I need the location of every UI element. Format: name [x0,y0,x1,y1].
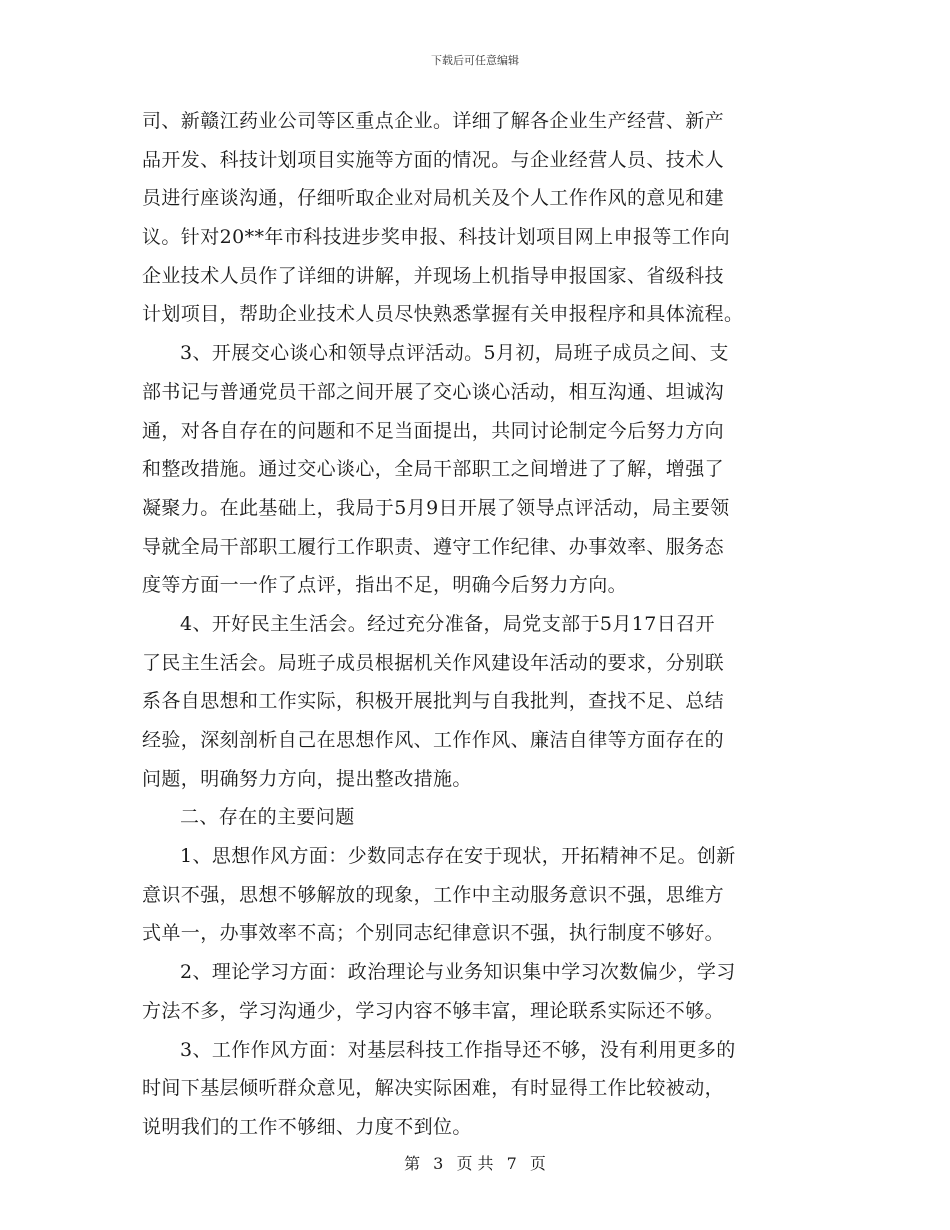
paragraph-line: 经验，深刻剖析自己在思想作风、工作作风、廉洁自律等方面存在的 [142,729,725,751]
paragraph-first-line: 3、工作作风方面：对基层科技工作指导还不够，没有利用更多的 [180,1038,736,1061]
section-heading: 二、存在的主要问题 [180,806,355,829]
page-footer [0,1154,950,1174]
current-page-number: 3 [433,1154,444,1173]
paragraph-line: 问题，明确努力方向，提出整改措施。 [142,767,472,790]
paragraph-first-line: 4、开好民主生活会。经过充分准备，局党支部于5月17日召开 [180,612,715,635]
paragraph-line: 了民主生活会。局班子成员根据机关作风建设年活动的要求，分别联 [142,651,725,674]
page-header: 下载后可任意编辑 [431,54,519,67]
paragraph-line: 系各自思想和工作实际，积极开展批判与自我批判，查找不足、总结 [142,690,725,713]
footer-suffix: 页 [529,1154,546,1173]
paragraph-line: 方法不多，学习沟通少，学习内容不够丰富，理论联系实际还不够。 [142,999,725,1022]
paragraph-first-line: 2、理论学习方面：政治理论与业务知识集中学习次数偏少，学习 [180,961,736,984]
paragraph-line: 说明我们的工作不够细、力度不到位。 [142,1115,472,1138]
footer-middle: 页 共 [456,1154,494,1173]
paragraph-line: 企业技术人员作了详细的讲解，并现场上机指导申报国家、省级科技 [142,264,725,287]
paragraph-line: 品开发、科技计划项目实施等方面的情况。与企业经营人员、技术人 [142,148,725,171]
footer-prefix: 第 [404,1154,421,1173]
total-page-count: 7 [506,1154,517,1173]
paragraph-line: 导就全局干部职工履行工作职责、遵守工作纪律、办事效率、服务态 [142,535,725,558]
document-body [142,102,812,1147]
paragraph-line: 司、新赣江药业公司等区重点企业。详细了解各企业生产经营、新产 [142,110,725,132]
paragraph-line: 通，对各自存在的问题和不足当面提出，共同讨论制定今后努力方向 [142,419,725,442]
paragraph-line: 和整改措施。通过交心谈心，全局干部职工之间增进了了解，增强了 [142,458,725,481]
paragraph-line: 度等方面一一作了点评，指出不足，明确今后努力方向。 [142,574,628,597]
paragraph-line: 员进行座谈沟通，仔细听取企业对局机关及个人工作作风的意见和建 [142,187,725,210]
paragraph-line: 式单一，办事效率不高；个别同志纪律意识不强，执行制度不够好。 [142,922,725,945]
paragraph-line: 议。针对20**年市科技进步奖申报、科技计划项目网上申报等工作向 [142,226,730,249]
paragraph-first-line: 3、开展交心谈心和领导点评活动。5月初，局班子成员之间、支 [180,342,729,365]
paragraph-line: 意识不强，思想不够解放的现象，工作中主动服务意识不强，思维方 [142,883,725,906]
paragraph-line: 计划项目，帮助企业技术人员尽快熟悉掌握有关申报程序和具体流程。 [142,303,744,326]
paragraph-line: 凝聚力。在此基础上，我局于5月9日开展了领导点评活动，局主要领 [142,496,730,519]
paragraph-line: 时间下基层倾听群众意见，解决实际困难，有时显得工作比较被动， [142,1077,725,1100]
paragraph-first-line: 1、思想作风方面：少数同志存在安于现状，开拓精神不足。创新 [180,845,736,868]
paragraph-line: 部书记与普通党员干部之间开展了交心谈心活动，相互沟通、坦诚沟 [142,380,725,403]
